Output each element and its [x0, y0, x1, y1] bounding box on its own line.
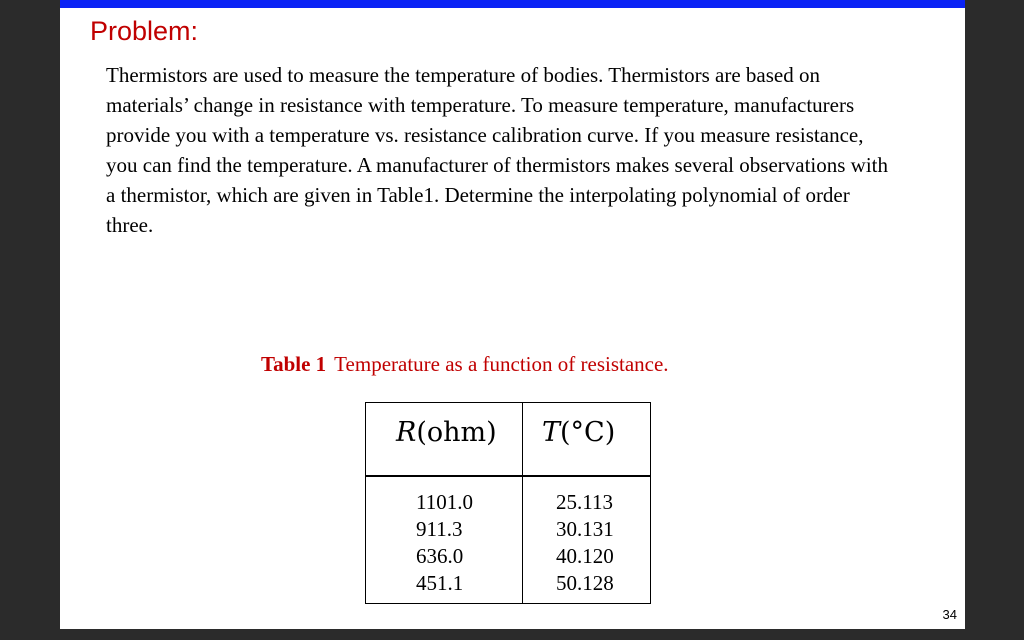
table-caption — [261, 352, 669, 377]
header-resistance — [396, 417, 497, 448]
resistance-column — [416, 489, 473, 597]
resistance-temperature-table — [365, 402, 651, 604]
header-resistance-unit: (ohm) — [416, 417, 497, 448]
temperature-cell: 25.113 — [556, 490, 613, 514]
slide-title: Problem: — [90, 16, 199, 46]
table-header-divider — [366, 475, 650, 477]
resistance-cell: 911.3 — [416, 517, 463, 541]
temperature-cell: 30.131 — [556, 517, 614, 541]
temperature-cell: 40.120 — [556, 544, 614, 568]
header-resistance-symbol: R — [396, 417, 417, 448]
page-number: 34 — [942, 607, 957, 622]
table-caption-label: Table 1 — [261, 352, 327, 376]
table-column-divider — [522, 403, 523, 603]
resistance-cell: 636.0 — [416, 544, 464, 568]
temperature-column — [556, 489, 614, 597]
temperature-cell: 50.128 — [556, 571, 614, 595]
problem-text: Thermistors are used to measure the temperature of bodies. Thermistors are based on materials’ change in resistance with temperature. To measure temperature, manufacturers provide you with a temperature vs. resistance calibration curve. If you measure resistance, you can find the temperature. A manufacturer of thermistors makes several observations with a thermistor, which are given in Table1. Determine the interpolating polynomial of order three. — [106, 63, 889, 237]
header-temperature — [542, 417, 615, 448]
resistance-cell: 451.1 — [416, 571, 464, 595]
header-temperature-symbol: T — [542, 417, 561, 448]
resistance-cell: 1101.0 — [416, 490, 473, 514]
header-temperature-unit: (°C) — [560, 417, 616, 448]
table-caption-text: Temperature as a function of resistance. — [334, 352, 669, 376]
slide — [60, 0, 965, 629]
slide-top-bar — [60, 0, 965, 8]
